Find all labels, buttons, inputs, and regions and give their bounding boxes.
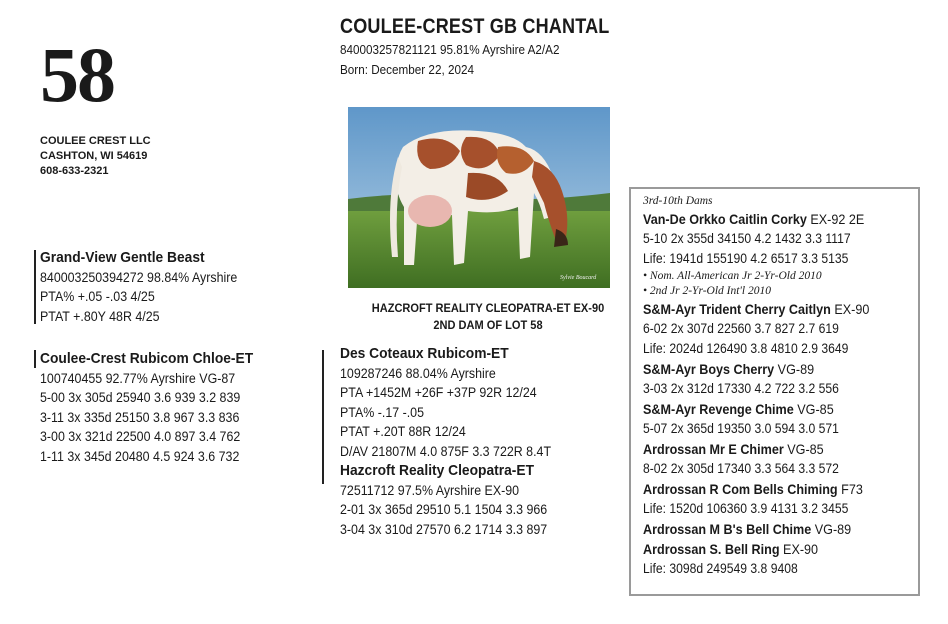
sire-rule [34, 250, 36, 324]
sire-line: PTAT +.80Y 48R 4/25 [40, 308, 160, 324]
animal-name: COULEE-CREST GB CHANTAL [340, 15, 610, 38]
dam-3-lifetime: Life: 1941d 155190 4.2 6517 3.3 5135 [643, 251, 849, 266]
mgs-line: PTA +1452M +26F +37P 92R 12/24 [340, 385, 537, 400]
dam-8-name: Ardrossan R Com Bells Chiming F73 [643, 481, 863, 497]
sire-line: PTA% +.05 -.03 4/25 [40, 289, 155, 304]
dam-name: Coulee-Crest Rubicom Chloe-ET [40, 350, 254, 367]
dam-9-name: Ardrossan M B's Bell Chime VG-89 [643, 521, 852, 537]
consignor-info [40, 134, 151, 179]
mgs-rule [322, 350, 324, 484]
dam-7-name: Ardrossan Mr E Chimer VG-85 [643, 441, 824, 457]
dams-heading: 3rd-10th Dams [643, 195, 713, 207]
second-dam-record: 3-04 3x 310d 27570 6.2 1714 3.3 897 [340, 521, 548, 537]
cow-photo [348, 107, 610, 288]
dam-line: 100740455 92.77% Ayrshire VG-87 [40, 370, 236, 386]
dam-3-record: 5-10 2x 355d 34150 4.2 1432 3.3 1117 [643, 231, 851, 246]
consignor-city: CASHTON, WI 54619 [40, 150, 148, 162]
dam-10-name: Ardrossan S. Bell Ring EX-90 [643, 541, 819, 557]
dam-5-record: 3-03 2x 312d 17330 4.2 722 3.2 556 [643, 381, 839, 396]
sire-block [40, 248, 254, 326]
second-dam-line: 72511712 97.5% Ayrshire EX-90 [340, 482, 520, 498]
mgs-name: Des Coteaux Rubicom-ET [340, 345, 509, 362]
dam-6-name: S&M-Ayr Revenge Chime VG-85 [643, 401, 834, 417]
dam-3-note: • 2nd Jr 2-Yr-Old Int'l 2010 [643, 285, 771, 297]
sire-line: 840003250394272 98.84% Ayrshire [40, 269, 238, 285]
photo-caption-1: HAZCROFT REALITY CLEOPATRA-ET EX-90 [371, 301, 605, 315]
dam-8-lifetime: Life: 1520d 106360 3.9 4131 3.2 3455 [643, 501, 849, 516]
dam-record: 3-00 3x 321d 22500 4.0 897 3.4 762 [40, 429, 241, 444]
dam-4-lifetime: Life: 2024d 126490 3.8 4810 2.9 3649 [643, 341, 849, 356]
mgs-line: 109287246 88.04% Ayrshire [340, 365, 496, 381]
dam-4-record: 6-02 2x 307d 22560 3.7 827 2.7 619 [643, 321, 839, 336]
dam-5-name: S&M-Ayr Boys Cherry VG-89 [643, 361, 815, 377]
dam-10-lifetime: Life: 3098d 249549 3.8 9408 [643, 561, 798, 576]
mgs-block [340, 344, 569, 539]
dam-3-note: • Nom. All-American Jr 2-Yr-Old 2010 [643, 270, 822, 282]
dam-record: 1-11 3x 345d 20480 4.5 924 3.6 732 [40, 448, 240, 464]
dam-6-record: 5-07 2x 365d 19350 3.0 594 3.0 571 [643, 421, 839, 436]
photo-watermark: Sylvie Boucard [560, 275, 597, 281]
consignor-name: COULEE CREST LLC [40, 135, 151, 147]
animal-born: Born: December 22, 2024 [340, 62, 474, 77]
second-dam-name: Hazcroft Reality Cleopatra-ET [340, 462, 535, 479]
dam-record: 3-11 3x 335d 25150 3.8 967 3.3 836 [40, 409, 240, 425]
mgs-line: PTAT +.20T 88R 12/24 [340, 424, 466, 439]
sire-name: Grand-View Gentle Beast [40, 249, 205, 266]
consignor-phone: 608-633-2321 [40, 165, 109, 177]
second-dam-record: 2-01 3x 365d 29510 5.1 1504 3.3 966 [340, 502, 548, 517]
mgs-line: PTA% -.17 -.05 [340, 404, 424, 420]
mgs-line: D/AV 21807M 4.0 875F 3.3 722R 8.4T [340, 443, 552, 459]
dam-3-name: Van-De Orkko Caitlin Corky EX-92 2E [643, 211, 865, 227]
dam-block [40, 349, 272, 466]
dam-7-record: 8-02 2x 305d 17340 3.3 564 3.3 572 [643, 461, 839, 476]
photo-caption-2: 2ND DAM OF LOT 58 [433, 318, 543, 332]
lot-number: 58 [40, 31, 114, 118]
dam-record: 5-00 3x 305d 25940 3.6 939 3.2 839 [40, 390, 241, 405]
dams-list [643, 194, 895, 579]
cow-illustration [348, 107, 610, 288]
dam-rule [34, 350, 36, 368]
animal-id-line: 840003257821121 95.81% Ayrshire A2/A2 [340, 42, 560, 57]
dam-4-name: S&M-Ayr Trident Cherry Caitlyn EX-90 [643, 301, 870, 317]
